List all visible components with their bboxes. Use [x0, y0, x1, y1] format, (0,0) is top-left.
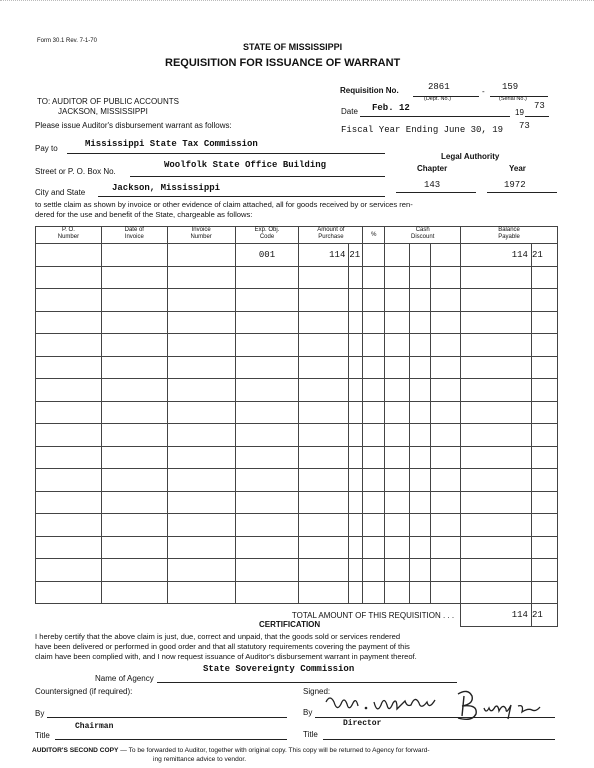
- countersigned-label: Countersigned (if required):: [35, 687, 133, 696]
- to-line2: JACKSON, MISSISSIPPI: [58, 107, 148, 116]
- year-field[interactable]: 1972: [504, 180, 526, 190]
- table-row: [36, 581, 558, 604]
- perforation-edge: [0, 0, 594, 5]
- street-label: Street or P. O. Box No.: [35, 167, 116, 176]
- signed-title-label: Title: [303, 730, 318, 739]
- header-pct: %: [363, 227, 385, 244]
- table-row: [36, 266, 558, 289]
- header-date: Date of Invoice: [101, 227, 167, 244]
- city-field[interactable]: Jackson, Mississippi: [112, 183, 221, 193]
- agency-field[interactable]: State Sovereignty Commission: [203, 664, 355, 674]
- counter-title-field[interactable]: Chairman: [75, 722, 114, 731]
- amount-dollars-cell[interactable]: 114: [299, 244, 349, 267]
- header-invoice: Invoice Number: [167, 227, 235, 244]
- serial-no-caption: (Serial No.): [499, 96, 527, 102]
- balance-cents-cell[interactable]: 21: [531, 244, 557, 267]
- state-heading: STATE OF MISSISSIPPI: [243, 42, 343, 52]
- table-row: [36, 514, 558, 537]
- date-field[interactable]: Feb. 12: [372, 103, 410, 113]
- agency-label: Name of Agency: [95, 674, 154, 683]
- table-row: [36, 536, 558, 559]
- exp-code-cell[interactable]: 001: [235, 244, 299, 267]
- footer-line1: [32, 747, 430, 754]
- to-line1: TO: AUDITOR OF PUBLIC ACCOUNTS: [37, 97, 179, 106]
- signature-image: [318, 688, 554, 722]
- table-row: [36, 356, 558, 379]
- street-field[interactable]: Woolfolk State Office Building: [164, 160, 327, 170]
- table-row: [36, 379, 558, 402]
- header-balance: Balance Payable: [461, 227, 558, 244]
- pay-to-field[interactable]: Mississippi State Tax Commission: [85, 139, 258, 149]
- cert-line1: I hereby certify that the above claim is just, due, correct and unpaid, that the goods sold or services rendered: [35, 632, 401, 641]
- serial-no-field[interactable]: 159: [502, 82, 519, 92]
- signed-label: Signed:: [303, 687, 331, 696]
- table-row: [36, 401, 558, 424]
- requisition-label: Requisition No.: [340, 86, 399, 95]
- counter-title-label: Title: [35, 731, 50, 740]
- table-row: [36, 491, 558, 514]
- header-amount: Amount of Purchase: [299, 227, 363, 244]
- chapter-label: Chapter: [417, 164, 448, 173]
- table-row: [36, 244, 558, 267]
- certification-title: CERTIFICATION: [259, 620, 321, 629]
- dept-no-caption: (Dept. No.): [424, 96, 451, 102]
- instruction-text: Please issue Auditor's disbursement warrant as follows:: [35, 121, 232, 130]
- footer-line2: ing remittance advice to vendor.: [153, 756, 247, 763]
- form-id: Form 30.1 Rev. 7-1-70: [37, 38, 97, 44]
- signed-by-label: By: [303, 708, 313, 717]
- table-row: [36, 559, 558, 582]
- fiscal-year-text: Fiscal Year Ending June 30, 19: [341, 125, 504, 135]
- total-cents-cell[interactable]: 21: [531, 604, 557, 627]
- form-title: REQUISITION FOR ISSUANCE OF WARRANT: [165, 57, 401, 69]
- signed-title-field[interactable]: Director: [343, 719, 382, 728]
- claim-table: [35, 226, 558, 627]
- balance-dollars-cell[interactable]: 114: [461, 244, 532, 267]
- total-dollars-cell[interactable]: 114: [461, 604, 532, 627]
- date-year-prefix: 19: [515, 108, 524, 117]
- date-year-field[interactable]: 73: [534, 101, 545, 111]
- year-label: Year: [509, 164, 526, 173]
- cert-line2: have been delivered or performed in good order and that all statutory requirements covering the payment of this: [35, 642, 410, 651]
- table-row: [36, 311, 558, 334]
- settle-line2: dered for the use and benefit of the State, chargeable as follows:: [35, 210, 253, 219]
- header-po: P. O. Number: [36, 227, 102, 244]
- header-exp-obj: Exp. Obj. Code: [235, 227, 299, 244]
- chapter-field[interactable]: 143: [424, 180, 441, 190]
- legal-authority-label: Legal Authority: [441, 152, 500, 161]
- dept-no-field[interactable]: 2861: [428, 82, 450, 92]
- total-label: TOTAL AMOUNT OF THIS REQUISITION . . .: [36, 604, 461, 627]
- header-cash: Cash Discount: [385, 227, 461, 244]
- table-row: [36, 424, 558, 447]
- table-row: [36, 446, 558, 469]
- counter-by-label: By: [35, 709, 45, 718]
- amount-cents-cell[interactable]: 21: [349, 244, 363, 267]
- fiscal-year-field[interactable]: 73: [519, 121, 530, 131]
- date-label: Date: [341, 107, 358, 116]
- table-row: [36, 469, 558, 492]
- pay-to-label: Pay to: [35, 144, 58, 153]
- cert-line3: claim have been complied with, and I now request issuance of Auditor's disbursement warrant in payment thereof.: [35, 652, 417, 661]
- settle-line1: to settle claim as shown by invoice or other evidence of claim attached, all for goods received by or services ren-: [35, 200, 413, 209]
- table-row: [36, 289, 558, 312]
- table-row: [36, 334, 558, 357]
- footer-text1: — To be forwarded to Auditor, together with original copy. This copy will be returned to Agency for forward-: [118, 747, 430, 754]
- city-label: City and State: [35, 188, 86, 197]
- footer-copy-label: AUDITOR'S SECOND COPY: [32, 747, 119, 754]
